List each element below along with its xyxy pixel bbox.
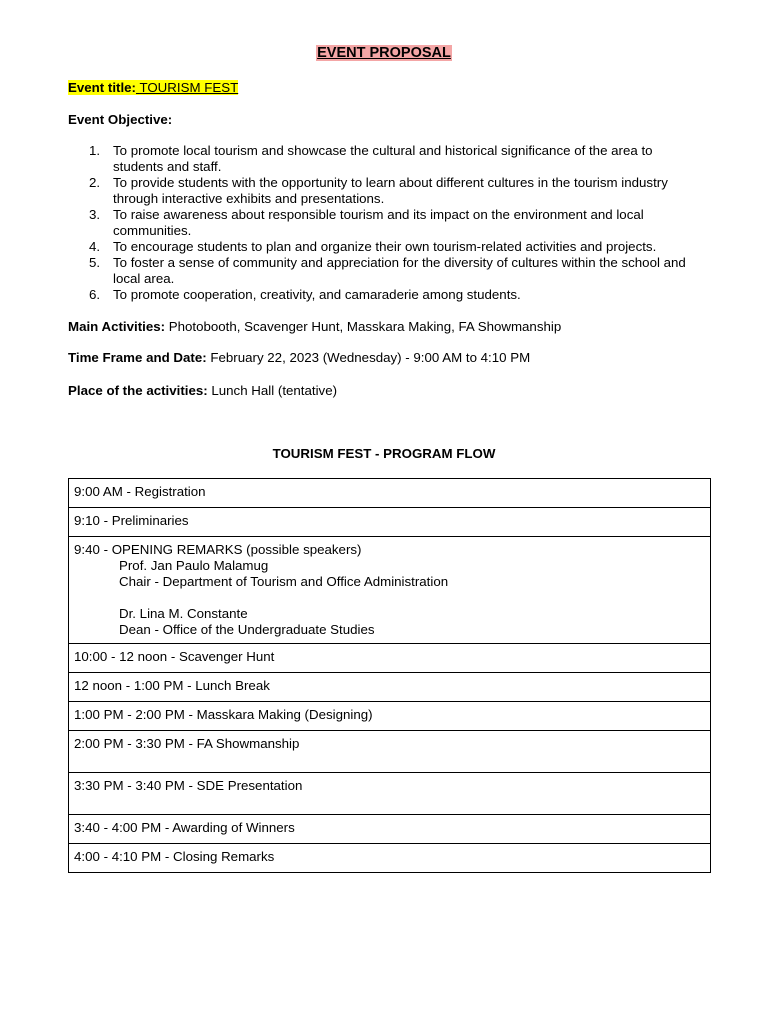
objective-item xyxy=(68,175,718,207)
spacer xyxy=(74,590,705,606)
objective-text: To foster a sense of community and appreciation for the diversity of cultures within the school and xyxy=(113,255,686,270)
objective-text: local area. xyxy=(113,271,175,286)
objective-number: 2. xyxy=(89,175,101,190)
objective-number: 5. xyxy=(89,255,101,270)
table-row xyxy=(69,815,711,844)
table-cell: 9:10 - Preliminaries xyxy=(69,508,711,537)
table-row xyxy=(69,673,711,702)
main-activities-line xyxy=(68,319,561,334)
table-cell: 10:00 - 12 noon - Scavenger Hunt xyxy=(69,644,711,673)
objective-number: 3. xyxy=(89,207,101,222)
objective-text: To promote cooperation, creativity, and camaraderie among students. xyxy=(113,287,521,302)
time-frame-line xyxy=(68,350,530,365)
main-activities-label: Main Activities: xyxy=(68,319,166,334)
table-cell: 2:00 PM - 3:30 PM - FA Showmanship xyxy=(69,731,711,773)
event-objective-label: Event Objective: xyxy=(68,112,173,127)
objective-text: communities. xyxy=(113,223,192,238)
objectives-list xyxy=(68,143,718,303)
speaker-name: Dr. Lina M. Constante xyxy=(119,606,248,621)
speaker-name: Prof. Jan Paulo Malamug xyxy=(119,558,269,573)
event-title-value: TOURISM FEST xyxy=(136,80,238,95)
program-flow-title: TOURISM FEST - PROGRAM FLOW xyxy=(272,446,496,461)
table-row xyxy=(69,773,711,815)
table-row xyxy=(69,702,711,731)
table-row xyxy=(69,537,711,644)
speaker-role: Chair - Department of Tourism and Office Administration xyxy=(119,574,449,589)
objective-item xyxy=(68,143,718,175)
document-title-text: EVENT PROPOSAL xyxy=(317,45,451,61)
objective-text: students and staff. xyxy=(113,159,222,174)
main-activities-value: Photobooth, Scavenger Hunt, Masskara Making, FA Showmanship xyxy=(168,319,562,334)
speaker-role: Dean - Office of the Undergraduate Studies xyxy=(119,622,375,637)
table-row xyxy=(69,644,711,673)
objective-item xyxy=(68,287,718,303)
objective-item xyxy=(68,207,718,239)
objective-number: 1. xyxy=(89,143,101,158)
place-label: Place of the activities: xyxy=(68,383,208,398)
table-cell: 9:00 AM - Registration xyxy=(69,479,711,508)
table-cell xyxy=(69,537,711,644)
objective-item xyxy=(68,239,718,255)
place-line xyxy=(68,383,337,398)
table-cell: 1:00 PM - 2:00 PM - Masskara Making (Designing) xyxy=(69,702,711,731)
place-value: Lunch Hall (tentative) xyxy=(211,383,338,398)
table-row xyxy=(69,479,711,508)
objective-text: To encourage students to plan and organize their own tourism-related activities and projects. xyxy=(113,239,657,254)
opening-remarks-heading: 9:40 - OPENING REMARKS (possible speakers) xyxy=(74,542,362,557)
objective-text: To raise awareness about responsible tourism and its impact on the environment and local xyxy=(113,207,644,222)
time-frame-label: Time Frame and Date: xyxy=(68,350,207,365)
objective-text: To promote local tourism and showcase the cultural and historical significance of the area to xyxy=(113,143,653,158)
program-flow-table xyxy=(68,478,711,873)
event-title-line xyxy=(68,80,238,95)
objective-item xyxy=(68,255,718,287)
table-row xyxy=(69,731,711,773)
objective-number: 6. xyxy=(89,287,101,302)
time-frame-value: February 22, 2023 (Wednesday) - 9:00 AM to 4:10 PM xyxy=(210,350,531,365)
event-title-label: Event title: xyxy=(68,80,136,95)
table-cell: 4:00 - 4:10 PM - Closing Remarks xyxy=(69,844,711,873)
table-cell: 3:30 PM - 3:40 PM - SDE Presentation xyxy=(69,773,711,815)
table-row xyxy=(69,508,711,537)
document-title xyxy=(0,45,768,61)
objective-text: To provide students with the opportunity to learn about different cultures in the tourism industry xyxy=(113,175,668,190)
table-cell: 12 noon - 1:00 PM - Lunch Break xyxy=(69,673,711,702)
table-row xyxy=(69,844,711,873)
objective-number: 4. xyxy=(89,239,101,254)
table-cell: 3:40 - 4:00 PM - Awarding of Winners xyxy=(69,815,711,844)
objective-text: through interactive exhibits and presentations. xyxy=(113,191,385,206)
